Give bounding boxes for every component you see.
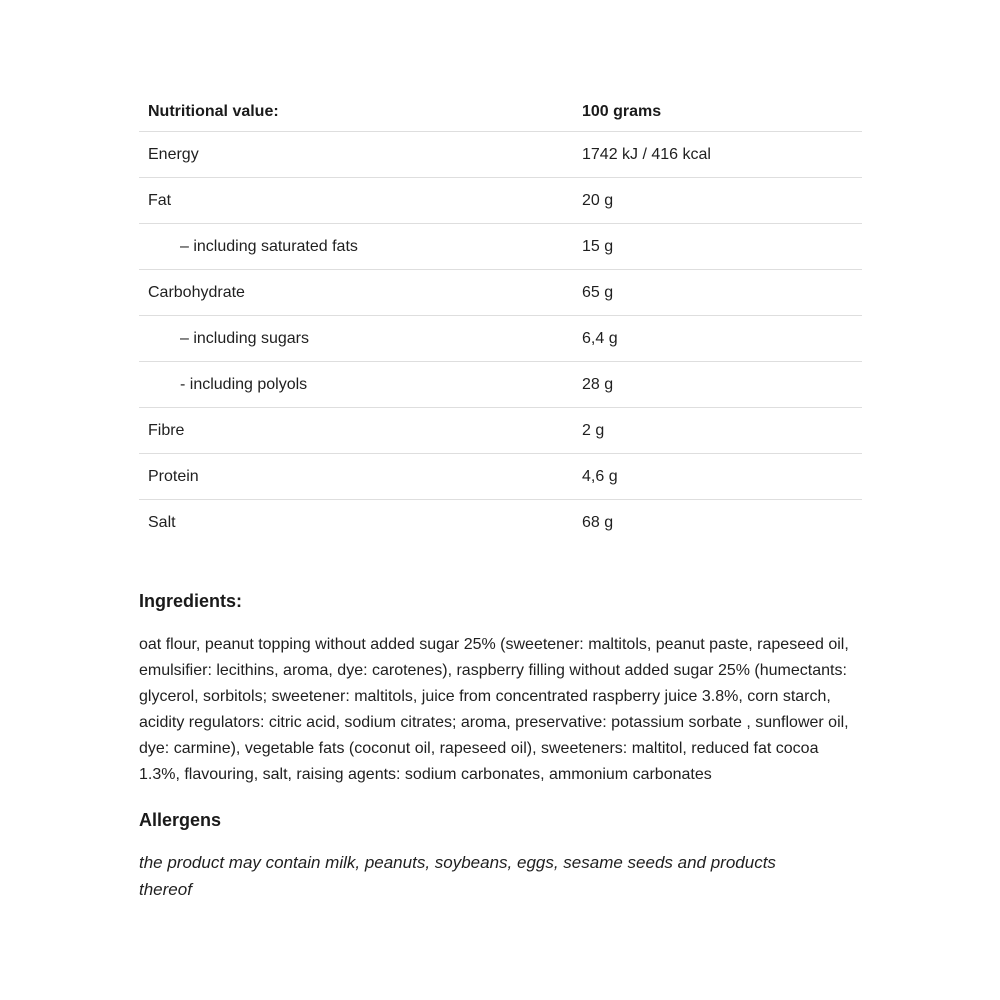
table-row bbox=[139, 132, 862, 178]
nutrient-label: Fibre bbox=[148, 421, 185, 439]
nutrient-label: Carbohydrate bbox=[148, 283, 245, 301]
nutrition-table bbox=[139, 92, 862, 546]
nutrient-value: 28 g bbox=[582, 375, 614, 393]
nutrient-label: - including polyols bbox=[180, 375, 308, 393]
nutrient-label: Salt bbox=[148, 514, 176, 531]
table-row bbox=[139, 500, 862, 546]
nutrient-label: Fat bbox=[148, 191, 172, 209]
table-header-amount: 100 grams bbox=[582, 102, 662, 120]
table-row bbox=[139, 362, 862, 408]
nutrient-value: 6,4 g bbox=[582, 329, 618, 347]
nutrient-label: – including sugars bbox=[180, 329, 309, 347]
table-row bbox=[139, 224, 862, 270]
table-row bbox=[139, 454, 862, 500]
nutrient-value: 2 g bbox=[582, 421, 605, 439]
nutrient-label: Energy bbox=[148, 145, 199, 163]
table-row bbox=[139, 270, 862, 316]
nutrient-value: 65 g bbox=[582, 283, 614, 301]
ingredients-heading: Ingredients: bbox=[139, 591, 243, 611]
table-header-row bbox=[139, 92, 862, 132]
nutrient-value: 1742 kJ / 416 kcal bbox=[582, 145, 711, 163]
table-row bbox=[139, 408, 862, 454]
nutrient-value: 4,6 g bbox=[582, 467, 618, 485]
nutrient-value: 20 g bbox=[582, 191, 614, 209]
nutrient-value: 68 g bbox=[582, 514, 614, 531]
table-body bbox=[139, 132, 862, 546]
nutrition-info-section bbox=[139, 92, 862, 903]
allergens-heading: Allergens bbox=[139, 810, 222, 830]
allergens-text: the product may contain milk, peanuts, soybeans, eggs, sesame seeds and products thereof bbox=[139, 853, 776, 899]
table-row bbox=[139, 316, 862, 362]
ingredients-text: oat flour, peanut topping without added sugar 25% (sweetener: maltitols, peanut paste, rapeseed oil, emulsifier: lecithins, aroma, dye: carotenes), raspberry filling without added sugar 25% (humectants: glycerol, sorbitols; sweetener: maltitols, juice from concentrated raspberry juice 3.8%, corn starch, acidity regulators: citric acid, sodium citrates; aroma, preservative: potassium sorbate , sunflower oil, dye: carmine), vegetable fats (coconut oil, rapeseed oil), sweeteners: maltitol, reduced fat cocoa 1.3%, flavouring, salt, raising agents: sodium carbonates, ammonium carbonates bbox=[139, 636, 849, 783]
nutrient-value: 15 g bbox=[582, 237, 614, 255]
nutrient-label: Protein bbox=[148, 467, 199, 485]
table-header-label: Nutritional value: bbox=[148, 102, 279, 120]
table-row bbox=[139, 178, 862, 224]
nutrient-label: – including saturated fats bbox=[180, 237, 358, 255]
